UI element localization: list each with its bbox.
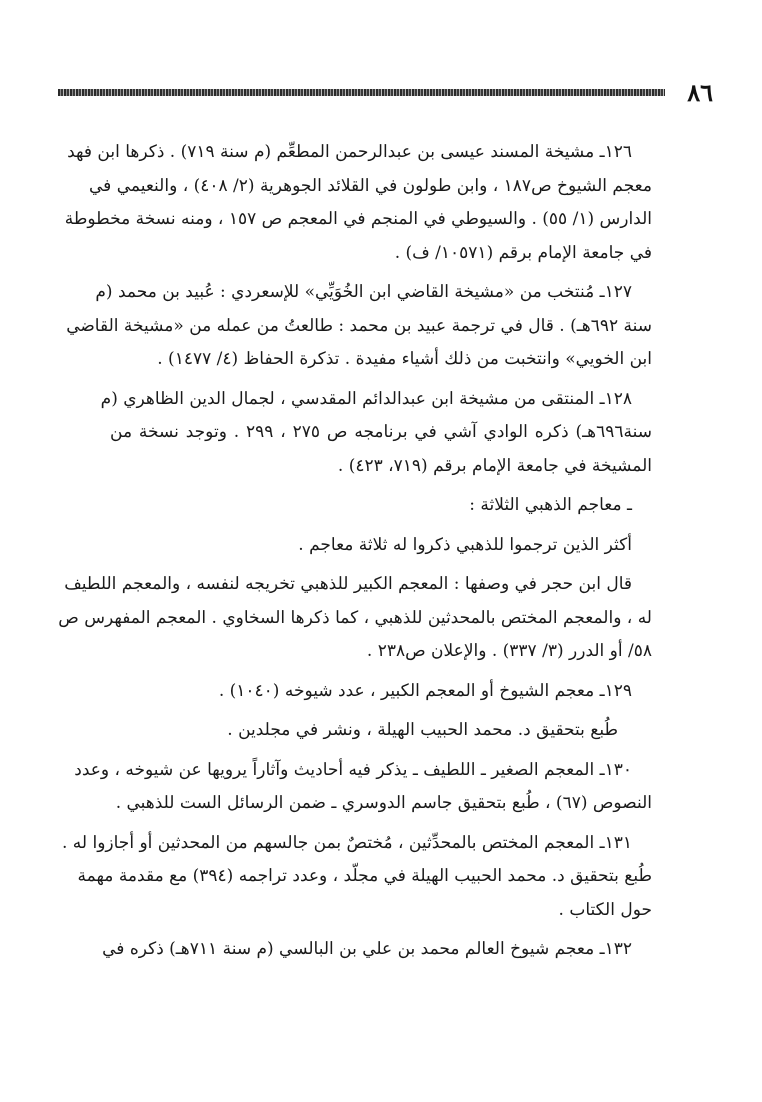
entry-130	[74, 754, 652, 821]
entry-129	[110, 675, 652, 709]
text-line: حول الكتاب .	[558, 899, 652, 920]
text-line: ١٣٢ـ معجم شيوخ العالم محمد بن علي بن البالسي (م سنة ٧١١هـ) ذكره في	[102, 939, 632, 959]
text-line: ابن الخويي» وانتخبت من ذلك أشياء مفيدة . تذكرة الحفاظ (٤/ ١٤٧٧) .	[157, 349, 652, 369]
text-line: ١٣٠ـ المعجم الصغير ـ اللطيف ـ يذكر فيه أحاديث وآثاراً يرويها عن شيوخه ، وعدد	[74, 759, 632, 780]
ibn-hajar-paragraph	[58, 568, 652, 669]
entry-129-note	[110, 714, 652, 748]
text-line: ١٢٦ـ مشيخة المسند عيسى بن عبدالرحمن المطعِّم (م سنة ٧١٩) . ذكرها ابن فهد	[67, 142, 632, 162]
page-number: ٨٦	[687, 78, 713, 107]
text-line: طُبع بتحقيق د. محمد الحبيب الهيلة في مجلّد ، وعدد تراجمه (٣٩٤) مع مقدمة مهمة	[77, 866, 652, 886]
text-line: في جامعة الإمام برقم (١٠٥٧١/ ف) .	[394, 242, 652, 263]
section-heading-text: ـ معاجم الذهبي الثلاثة :	[469, 495, 632, 515]
text-line: سنة ٦٩٢هـ) . قال في ترجمة عبيد بن محمد : طالعتُ من عمله من «مشيخة القاضي	[66, 315, 652, 336]
header-rule	[58, 89, 665, 96]
text-line: أكثر الذين ترجموا للذهبي ذكروا له ثلاثة معاجم .	[298, 534, 632, 555]
text-line: ١٢٧ـ مُنتخب من «مشيخة القاضي ابن الخُوَيِّي» للإسعردي : عُبيد بن محمد (م	[95, 282, 632, 302]
text-line: ١٣١ـ المعجم المختص بالمحدِّثين ، مُختصٌ بمن جالسهم من المحدثين أو أجازوا له .	[61, 832, 632, 853]
entry-131	[61, 827, 652, 928]
text-line: معجم الشيوخ ص١٨٧ ، وابن طولون في القلائد الجوهرية (٢/ ٤٠٨) ، والنعيمي في	[89, 175, 652, 196]
text-line: النصوص (٦٧) ، طُبع بتحقيق جاسم الدوسري ـ ضمن الرسائل الست للذهبي .	[115, 793, 652, 813]
text-line: الدارس (١/ ٥٥) . والسيوطي في المنجم في المعجم ص ١٥٧ ، ومنه نسخة مخطوطة	[64, 209, 652, 229]
text-line: المشيخة في جامعة الإمام برقم (٧١٩، ٤٢٣) .	[337, 455, 652, 476]
page-body	[58, 136, 652, 973]
entry-127	[66, 276, 652, 377]
section-heading	[110, 489, 652, 523]
text-line: ١٢٨ـ المنتقى من مشيخة ابن عبدالدائم المقدسي ، لجمال الدين الظاهري (م	[100, 388, 632, 409]
entry-132	[102, 933, 652, 967]
entry-126	[64, 136, 652, 270]
text-line: ١٢٩ـ معجم الشيوخ أو المعجم الكبير ، عدد شيوخه (١٠٤٠) .	[218, 680, 632, 701]
text-line: سنة٦٩٦هـ) ذكره الوادي آشي في برنامجه ص ٢٧٥ ، ٢٩٩ . وتوجد نسخة من	[110, 422, 652, 442]
page-header	[58, 78, 713, 108]
text-line: ٥٨/ أو الدرر (٣/ ٣٣٧) . والإعلان ص٢٣٨ .	[366, 641, 652, 661]
text-line: قال ابن حجر في وصفها : المعجم الكبير للذهبي تخريجه لنفسه ، والمعجم اللطيف	[64, 574, 632, 594]
intro-paragraph	[110, 529, 652, 563]
text-line: طُبع بتحقيق د. محمد الحبيب الهيلة ، ونشر في مجلدين .	[227, 720, 618, 740]
entry-128	[100, 383, 652, 484]
text-line: له ، والمعجم المختص بالمحدثين للذهبي ، كما ذكرها السخاوي . المعجم المفهرس ص	[58, 607, 652, 628]
